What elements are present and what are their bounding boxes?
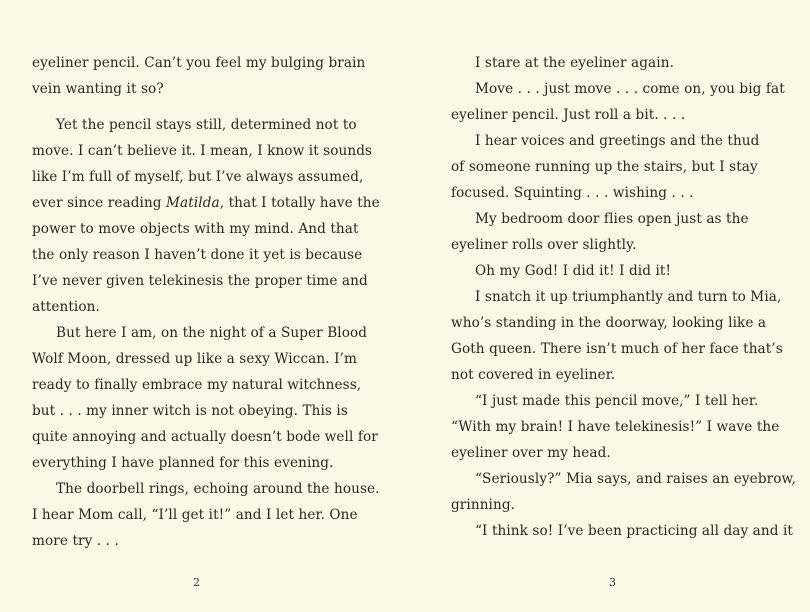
text-line: eyeliner pencil. Just roll a bit. . . . — [451, 107, 686, 123]
page-number-right: 3 — [609, 576, 616, 589]
text-line: I’ve never given telekinesis the proper time and — [32, 273, 368, 289]
text-line — [32, 190, 380, 216]
text-line: quite annoying and actually doesn’t bode well for — [32, 429, 378, 445]
text-line: the only reason I haven’t done it yet is because — [32, 247, 363, 263]
text-line: eyeliner pencil. Can’t you feel my bulging brain — [32, 55, 366, 71]
text-line: I hear voices and greetings and the thud — [475, 133, 760, 149]
text-line: everything I have planned for this evening. — [32, 455, 334, 471]
text-line: “I think so! I’ve been practicing all day and it — [475, 523, 793, 539]
left-page-text — [32, 50, 380, 554]
text-line: but . . . my inner witch is not obeying. This is — [32, 403, 348, 419]
text-line: like I’m full of myself, but I’ve always assumed, — [32, 169, 364, 185]
text-fragment: , that I totally have the — [219, 195, 380, 211]
text-line: I hear Mom call, “I’ll get it!” and I let her. One — [32, 507, 358, 523]
text-line: eyeliner over my head. — [451, 445, 611, 461]
text-line: eyeliner rolls over slightly. — [451, 237, 637, 253]
text-line: Oh my God! I did it! I did it! — [475, 263, 672, 279]
text-line: not covered in eyeliner. — [451, 367, 616, 383]
text-line: grinning. — [451, 497, 516, 513]
text-line: move. I can’t believe it. I mean, I know it sounds — [32, 143, 373, 159]
page-number-left: 2 — [193, 576, 200, 589]
text-line: power to move objects with my mind. And that — [32, 221, 359, 237]
text-line: Move . . . just move . . . come on, you big fat — [475, 81, 785, 97]
text-line: I snatch it up triumphantly and turn to Mia, — [475, 289, 782, 305]
text-line: Goth queen. There isn’t much of her face that’s — [451, 341, 783, 357]
text-line: vein wanting it so? — [32, 81, 164, 97]
text-line: of someone running up the stairs, but I stay — [451, 159, 758, 175]
text-line: But here I am, on the night of a Super Blood — [56, 325, 368, 341]
text-line: “Seriously?” Mia says, and raises an eyebrow, — [475, 471, 797, 487]
text-line: Yet the pencil stays still, determined not to — [56, 117, 357, 133]
text-line: “With my brain! I have telekinesis!” I wave the — [451, 419, 780, 435]
text-line: focused. Squinting . . . wishing . . . — [451, 185, 694, 201]
text-fragment: ever since reading — [32, 195, 167, 211]
text-line: who’s standing in the doorway, looking like a — [451, 315, 767, 331]
text-line: My bedroom door flies open just as the — [475, 211, 749, 227]
text-line: attention. — [32, 299, 100, 315]
text-line: The doorbell rings, echoing around the house. — [56, 481, 380, 497]
text-line: ready to finally embrace my natural witchness, — [32, 377, 362, 393]
text-line: Wolf Moon, dressed up like a sexy Wiccan. I’m — [32, 351, 357, 367]
text-line: more try . . . — [32, 533, 119, 549]
right-page-text — [451, 50, 797, 544]
text-line: “I just made this pencil move,” I tell her. — [475, 393, 759, 409]
text-line: I stare at the eyeliner again. — [475, 55, 674, 71]
book-title: Matilda — [166, 195, 220, 211]
